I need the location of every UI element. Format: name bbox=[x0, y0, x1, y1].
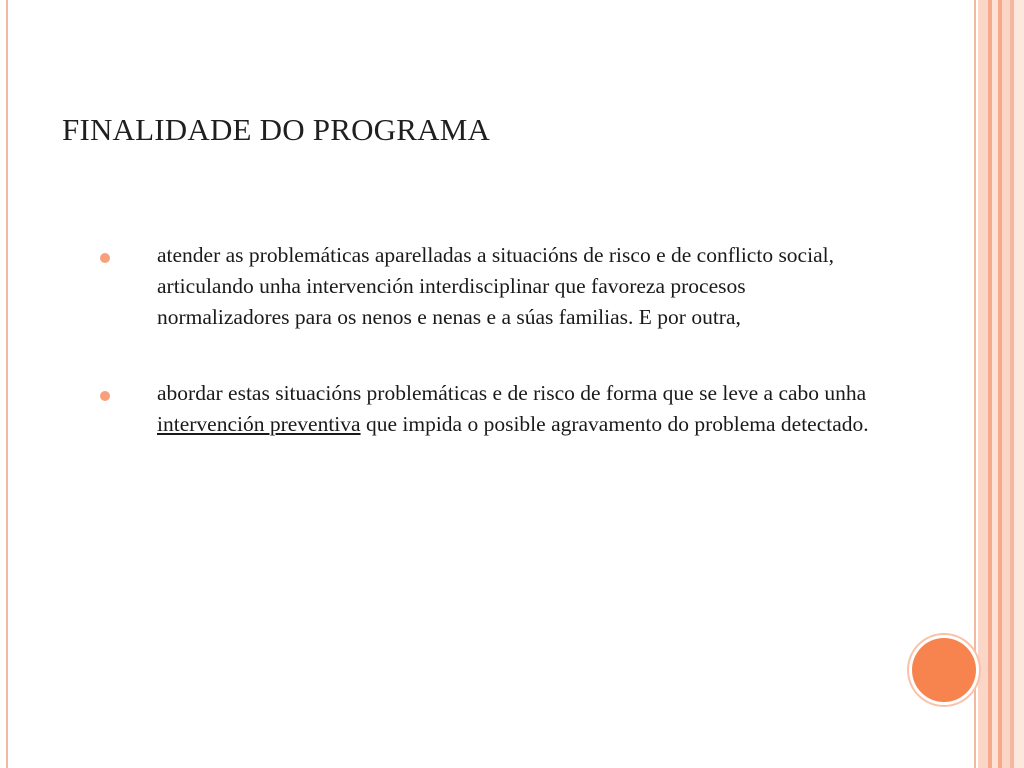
decorative-circle bbox=[912, 638, 976, 702]
bullet-text: atender as problemáticas aparelladas a situacións de risco e de conflicto social, articulando unha intervención interdisciplinar que favoreza procesos normalizadores para os nenos e nenas e a súas familias. E por outra, bbox=[157, 243, 834, 329]
bullet-dot-icon bbox=[100, 391, 110, 401]
slide-title: FINALIDADE DO PROGRAMA bbox=[62, 112, 491, 147]
bullet-text-after: que impida o posible agravamento do problema detectado. bbox=[360, 412, 869, 436]
bullet-text: abordar estas situacións problemáticas e de risco de forma que se leve a cabo unha bbox=[157, 381, 867, 405]
bullet-underlined-text: intervención preventiva bbox=[157, 412, 361, 436]
bullet-dot-icon bbox=[100, 253, 110, 263]
bullet-item bbox=[100, 240, 880, 333]
right-decorative-stripe bbox=[1002, 0, 1010, 768]
bullet-item bbox=[100, 378, 880, 440]
left-border-line bbox=[6, 0, 8, 768]
right-decorative-stripe bbox=[974, 0, 976, 768]
right-decorative-stripe bbox=[978, 0, 988, 768]
right-decorative-stripe bbox=[1014, 0, 1024, 768]
bullet-list bbox=[100, 240, 880, 440]
